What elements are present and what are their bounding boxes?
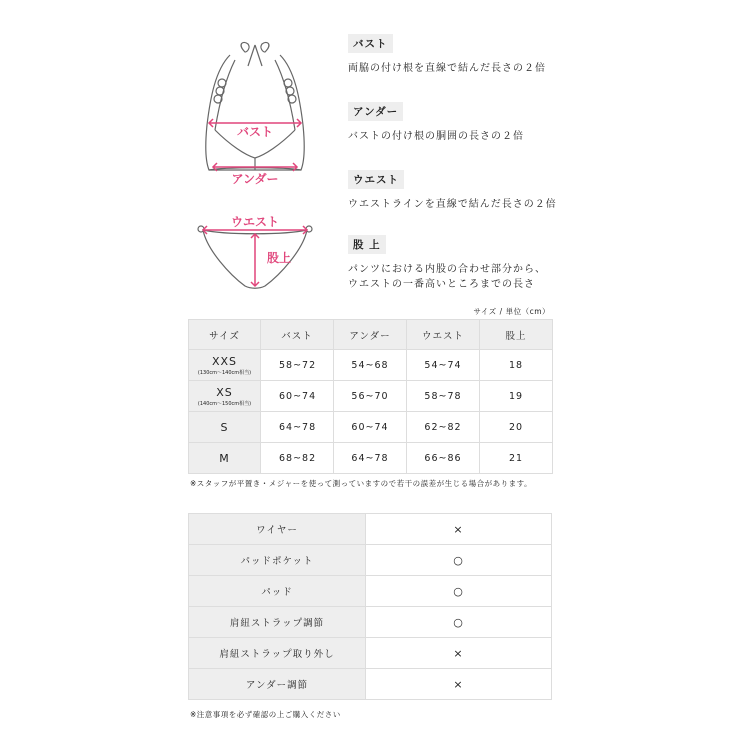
measure-waist [348,168,728,212]
waist-cell: 66~86 [407,443,480,474]
feature-value: ○ [366,607,552,638]
table-row [189,381,553,412]
feature-value: ○ [366,545,552,576]
size-cell [189,443,261,474]
size-table-header [189,320,553,350]
header-rise: 股上 [480,320,553,350]
bust-cell: 58~72 [261,350,334,381]
feature-label: ワイヤー [189,514,366,545]
measurement-note: ※スタッフが平置き・メジャーを使って測っていますので若干の誤差が生じる場合があります。 [190,479,533,488]
table-row [189,514,552,545]
table-row [189,669,552,700]
feature-value: × [366,514,552,545]
size-cell [189,381,261,412]
bust-label: バスト [236,125,274,139]
size-name: XS [216,385,233,399]
size-name: XXS [211,354,238,368]
measure-tag: アンダー [348,102,403,121]
size-cell [189,412,261,443]
measure-desc: ウエストラインを直線で結んだ長さの２倍 [348,199,557,210]
waist-cell: 54~74 [407,350,480,381]
measure-desc [348,262,728,292]
table-row [189,576,552,607]
table-row [189,638,552,669]
feature-label: 肩紐ストラップ調節 [189,607,366,638]
header-size: サイズ [189,320,261,350]
bust-cell: 60~74 [261,381,334,412]
measure-rise [348,233,728,292]
under-cell: 64~78 [334,443,407,474]
header-bust: バスト [261,320,334,350]
measure-under [348,100,728,144]
feature-value: ○ [366,576,552,607]
waist-cell: 58~78 [407,381,480,412]
purchase-note: ※注意事項を必ず確認の上ご購入ください [190,710,341,719]
measure-desc: バストの付け根の胴囲の長さの２倍 [348,131,524,142]
feature-value: × [366,638,552,669]
under-cell: 54~68 [334,350,407,381]
table-row [189,443,553,474]
measure-bust [348,32,728,76]
waist-label: ウエスト [230,215,280,229]
measure-desc: 両脇の付け根を直線で結んだ長さの２倍 [348,63,546,74]
under-cell: 56~70 [334,381,407,412]
size-table [188,319,553,474]
feature-value: × [366,669,552,700]
size-name: M [219,451,230,465]
table-row [189,607,552,638]
bust-cell: 68~82 [261,443,334,474]
size-sub: (140cm～150cm相当) [197,400,252,407]
rise-cell: 20 [480,412,553,443]
under-cell: 60~74 [334,412,407,443]
feature-label: アンダー調節 [189,669,366,700]
table-row [189,350,553,381]
rise-cell: 18 [480,350,553,381]
unit-note: サイズ / 単位（cm） [473,307,550,316]
under-label: アンダー [231,172,279,186]
measure-desc-line: ウエストの一番高いところまでの長さ [348,279,535,290]
size-name: S [220,420,229,434]
rise-label: 股上 [267,251,292,265]
size-sub: (130cm～140cm相当) [197,369,252,376]
rise-cell: 21 [480,443,553,474]
swimwear-measurement-illustration [185,30,345,300]
measure-tag: 股 上 [348,235,386,254]
measure-desc-line: パンツにおける内股の合わせ部分から、 [348,264,546,275]
feature-label: 肩紐ストラップ取り外し [189,638,366,669]
feature-table [188,513,552,700]
header-under: アンダー [334,320,407,350]
measure-tag: ウエスト [348,170,404,189]
bust-cell: 64~78 [261,412,334,443]
feature-label: パッドポケット [189,545,366,576]
table-row [189,545,552,576]
rise-cell: 19 [480,381,553,412]
measure-tag: バスト [348,34,393,53]
header-waist: ウエスト [407,320,480,350]
size-cell [189,350,261,381]
waist-cell: 62~82 [407,412,480,443]
table-row [189,412,553,443]
feature-label: パッド [189,576,366,607]
